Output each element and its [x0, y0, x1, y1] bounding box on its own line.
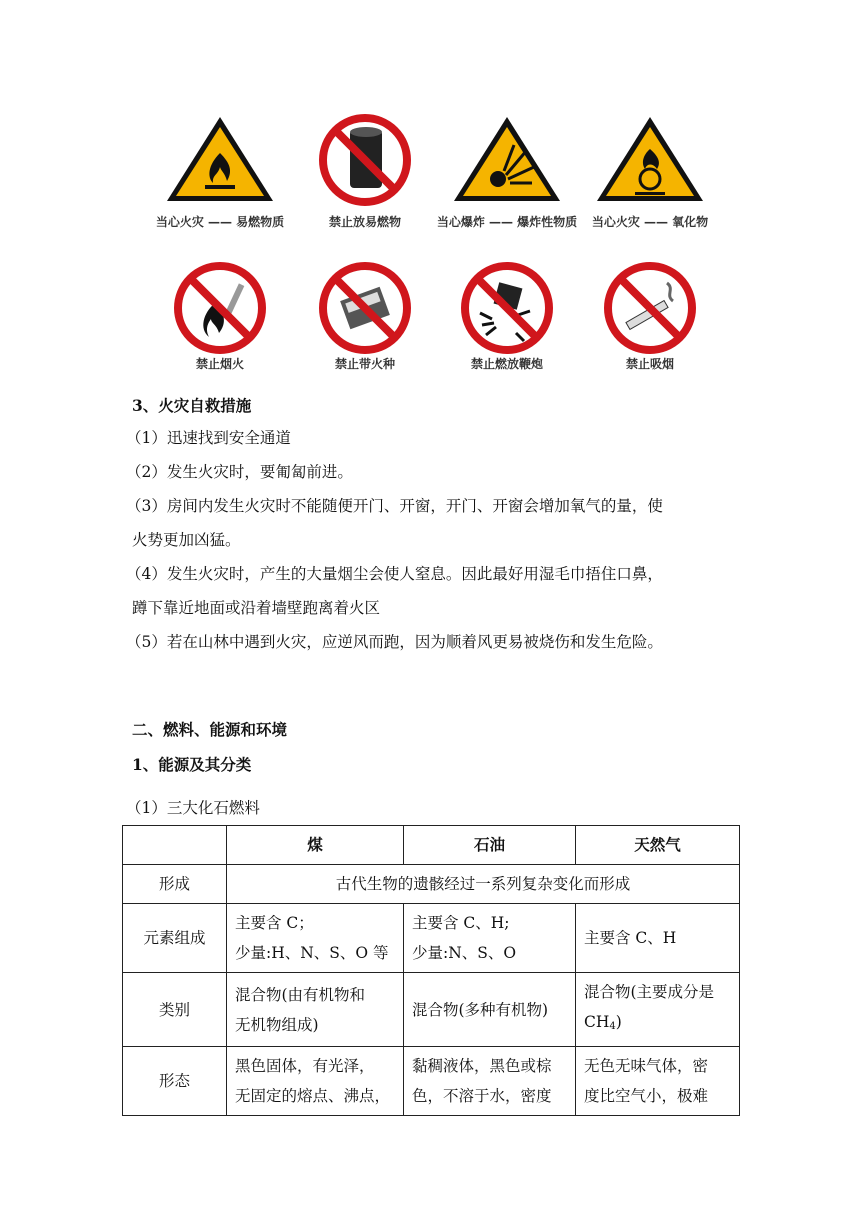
row-label: 形成 — [123, 865, 227, 904]
table-cell: 混合物(多种有机物) — [404, 973, 576, 1047]
list-item-continued: 火势更加凶猛。 — [132, 531, 241, 549]
part-heading: 二、燃料、能源和环境 — [132, 720, 288, 739]
list-item: （1）迅速找到安全通道 — [126, 429, 291, 447]
formula-close: ) — [615, 1013, 622, 1031]
table-cell: 主要含 C、H — [576, 904, 740, 973]
section-heading: 3、火灾自救措施 — [132, 396, 252, 415]
table-cell: 古代生物的遗骸经过一系列复杂变化而形成 — [227, 865, 740, 904]
sign-caption: 当心火灾 —— 氧化物 — [591, 215, 709, 229]
table-header-cell — [123, 826, 227, 865]
table-header-row — [123, 826, 740, 865]
no-smoking-icon — [575, 253, 725, 358]
table-header-cell: 石油 — [404, 826, 576, 865]
sign-caption: 禁止放易燃物 — [328, 215, 401, 229]
sign-no-smoking — [575, 105, 725, 371]
cell-line: 主要含 C； — [235, 914, 314, 932]
sign-no-firecrackers — [432, 105, 582, 371]
cell-line: 无机物组成) — [235, 1015, 319, 1034]
no-open-flame-icon — [145, 253, 295, 358]
cell-line: 无固定的熔点、沸点， — [235, 1087, 391, 1105]
table-row — [123, 1047, 740, 1116]
table-cell — [227, 973, 404, 1047]
sign-caption: 当心火灾 —— 易燃物质 — [155, 215, 285, 229]
list-item: （2）发生火灾时，要匍匐前进。 — [126, 463, 353, 481]
cell-line: 少量:N、S、O — [412, 944, 517, 962]
table-cell — [576, 973, 740, 1047]
cell-line: 度比空气小，极难 — [584, 1087, 709, 1105]
table-cell — [227, 1047, 404, 1116]
sign-no-matches — [290, 105, 440, 371]
row-label: 形态 — [123, 1047, 227, 1116]
table-header-cell: 煤 — [227, 826, 404, 865]
table-cell — [576, 1047, 740, 1116]
cell-line: 少量:H、N、S、O 等 — [235, 944, 389, 962]
sign-caption: 禁止带火种 — [334, 357, 395, 371]
no-matches-icon — [290, 253, 440, 358]
cell-line: 色，不溶于水，密度 — [412, 1087, 552, 1105]
sign-caption: 当心爆炸 —— 爆炸性物质 — [436, 215, 578, 229]
table-cell — [404, 1047, 576, 1116]
row-label: 类别 — [123, 973, 227, 1047]
safety-signs — [130, 95, 730, 375]
table-row — [123, 904, 740, 973]
cell-line: 混合物(由有机物和 — [235, 985, 366, 1004]
formula: CH — [584, 1013, 610, 1031]
list-item: （4）发生火灾时，产生的大量烟尘会使人窒息。因此最好用湿毛巾捂住口鼻， — [126, 565, 663, 583]
subscript: 4 — [609, 1021, 616, 1032]
sign-no-open-flame — [145, 105, 295, 371]
list-item: （1）三大化石燃料 — [126, 799, 260, 817]
cell-line — [584, 1007, 731, 1042]
fossil-fuel-table — [122, 825, 740, 1116]
sign-caption: 禁止吸烟 — [625, 357, 674, 371]
cell-line: 黏稠液体，黑色或棕 — [412, 1057, 552, 1075]
table-row — [123, 865, 740, 904]
row-label: 元素组成 — [123, 904, 227, 973]
sign-caption: 禁止燃放鞭炮 — [470, 357, 543, 371]
cell-line: 混合物(主要成分是 — [584, 983, 715, 1001]
cell-line: 无色无味气体，密 — [584, 1057, 709, 1075]
cell-line: 主要含 C、H; — [412, 914, 510, 932]
no-firecrackers-icon — [432, 253, 582, 358]
table-header-cell: 天然气 — [576, 826, 740, 865]
list-item-continued: 蹲下靠近地面或沿着墙壁跑离着火区 — [132, 599, 381, 617]
list-item: （5）若在山林中遇到火灾，应逆风而跑，因为顺着风更易被烧伤和发生危险。 — [126, 633, 663, 651]
list-item: （3）房间内发生火灾时不能随便开门、开窗，开门、开窗会增加氧气的量，使 — [126, 497, 663, 515]
table-cell — [227, 904, 404, 973]
cell-line: 黑色固体，有光泽， — [235, 1057, 375, 1075]
sub-heading: 1、能源及其分类 — [132, 755, 252, 774]
sign-caption: 禁止烟火 — [195, 357, 244, 371]
table-cell — [404, 904, 576, 973]
table-row — [123, 973, 740, 1047]
